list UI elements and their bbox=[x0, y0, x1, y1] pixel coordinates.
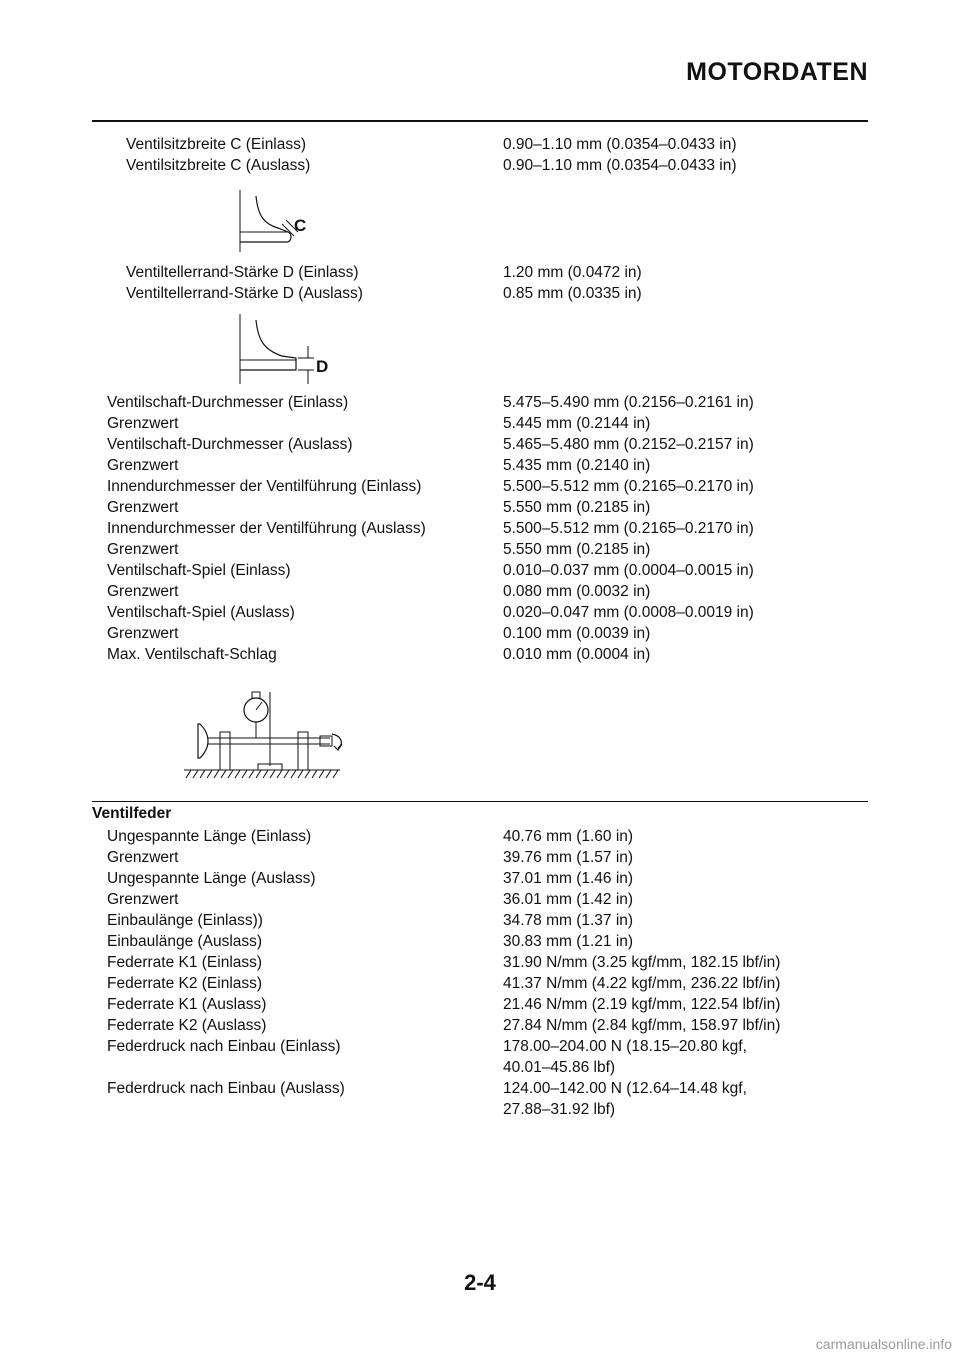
spec-value: 124.00–142.00 N (12.64–14.48 kgf, bbox=[503, 1080, 747, 1097]
spec-value: 0.85 mm (0.0335 in) bbox=[503, 285, 642, 302]
section-divider bbox=[92, 801, 868, 802]
spec-label: Einbaulänge (Auslass) bbox=[107, 933, 263, 950]
spec-value: 0.020–0.047 mm (0.0008–0.0019 in) bbox=[503, 604, 754, 621]
spec-label: Ungespannte Länge (Einlass) bbox=[107, 828, 312, 845]
spec-value: 178.00–204.00 N (18.15–20.80 kgf, bbox=[503, 1038, 747, 1055]
spec-value: 0.90–1.10 mm (0.0354–0.0433 in) bbox=[503, 157, 737, 174]
spec-label: Ventilschaft-Durchmesser (Auslass) bbox=[107, 436, 353, 453]
spec-label: Ventiltellerrand-Stärke D (Auslass) bbox=[126, 285, 363, 302]
spec-value: 5.500–5.512 mm (0.2165–0.2170 in) bbox=[503, 520, 754, 537]
page-title: MOTORDATEN bbox=[686, 58, 868, 86]
figure-label-c: C bbox=[294, 216, 307, 235]
spec-value: 0.100 mm (0.0039 in) bbox=[503, 625, 651, 642]
spec-label: Ventilschaft-Spiel (Einlass) bbox=[107, 562, 291, 579]
spec-label: Federrate K2 (Einlass) bbox=[107, 975, 263, 992]
spec-label: Ungespannte Länge (Auslass) bbox=[107, 870, 316, 887]
spec-label: Federrate K1 (Auslass) bbox=[107, 996, 267, 1013]
spec-label: Grenzwert bbox=[107, 415, 179, 432]
spec-label: Ventilschaft-Durchmesser (Einlass) bbox=[107, 394, 349, 411]
spec-value: 36.01 mm (1.42 in) bbox=[503, 891, 634, 908]
figure-label-d: D bbox=[316, 357, 329, 376]
watermark: carmanualsonline.info bbox=[815, 1336, 952, 1352]
spec-label: Grenzwert bbox=[107, 849, 179, 866]
spec-value: 40.76 mm (1.60 in) bbox=[503, 828, 634, 845]
valve-stem-runout-figure bbox=[180, 684, 360, 789]
spec-label: Ventilsitzbreite C (Einlass) bbox=[126, 136, 307, 153]
header-rule bbox=[92, 120, 868, 122]
spec-label: Federdruck nach Einbau (Einlass) bbox=[107, 1038, 341, 1055]
valve-seat-width-figure bbox=[232, 186, 322, 261]
spec-label: Einbaulänge (Einlass)) bbox=[107, 912, 263, 929]
spec-value: 5.445 mm (0.2144 in) bbox=[503, 415, 651, 432]
spec-label: Grenzwert bbox=[107, 541, 179, 558]
spec-label: Grenzwert bbox=[107, 583, 179, 600]
spec-label: Ventilschaft-Spiel (Auslass) bbox=[107, 604, 295, 621]
spec-value: 0.010–0.037 mm (0.0004–0.0015 in) bbox=[503, 562, 754, 579]
spec-value: 0.010 mm (0.0004 in) bbox=[503, 646, 651, 663]
spec-value-continued: 27.88–31.92 lbf) bbox=[503, 1101, 616, 1118]
spec-value: 1.20 mm (0.0472 in) bbox=[503, 264, 642, 281]
spec-label: Grenzwert bbox=[107, 891, 179, 908]
section-heading: Ventilfeder bbox=[92, 805, 172, 822]
spec-label: Federdruck nach Einbau (Auslass) bbox=[107, 1080, 345, 1097]
valve-margin-thickness-figure bbox=[232, 312, 332, 393]
spec-value: 27.84 N/mm (2.84 kgf/mm, 158.97 lbf/in) bbox=[503, 1017, 781, 1034]
spec-value-continued: 40.01–45.86 lbf) bbox=[503, 1059, 616, 1076]
spec-value: 0.90–1.10 mm (0.0354–0.0433 in) bbox=[503, 136, 737, 153]
spec-value: 31.90 N/mm (3.25 kgf/mm, 182.15 lbf/in) bbox=[503, 954, 781, 971]
page-number: 2-4 bbox=[464, 1270, 496, 1295]
spec-label: Grenzwert bbox=[107, 499, 179, 516]
spec-label: Federrate K1 (Einlass) bbox=[107, 954, 263, 971]
spec-label: Innendurchmesser der Ventilführung (Auslass) bbox=[107, 520, 426, 537]
spec-value: 0.080 mm (0.0032 in) bbox=[503, 583, 651, 600]
spec-label: Grenzwert bbox=[107, 457, 179, 474]
spec-value: 34.78 mm (1.37 in) bbox=[503, 912, 634, 929]
spec-label: Federrate K2 (Auslass) bbox=[107, 1017, 267, 1034]
spec-value: 5.475–5.490 mm (0.2156–0.2161 in) bbox=[503, 394, 754, 411]
spec-label: Ventilsitzbreite C (Auslass) bbox=[126, 157, 311, 174]
spec-value: 5.550 mm (0.2185 in) bbox=[503, 541, 651, 558]
spec-value: 41.37 N/mm (4.22 kgf/mm, 236.22 lbf/in) bbox=[503, 975, 781, 992]
spec-value: 39.76 mm (1.57 in) bbox=[503, 849, 634, 866]
spec-value: 5.500–5.512 mm (0.2165–0.2170 in) bbox=[503, 478, 754, 495]
spec-value: 5.465–5.480 mm (0.2152–0.2157 in) bbox=[503, 436, 754, 453]
spec-label: Max. Ventilschaft-Schlag bbox=[107, 646, 277, 663]
spec-value: 30.83 mm (1.21 in) bbox=[503, 933, 634, 950]
spec-value: 37.01 mm (1.46 in) bbox=[503, 870, 634, 887]
spec-value: 21.46 N/mm (2.19 kgf/mm, 122.54 lbf/in) bbox=[503, 996, 781, 1013]
spec-value: 5.435 mm (0.2140 in) bbox=[503, 457, 651, 474]
spec-value: 5.550 mm (0.2185 in) bbox=[503, 499, 651, 516]
spec-label: Ventiltellerrand-Stärke D (Einlass) bbox=[126, 264, 359, 281]
spec-label: Innendurchmesser der Ventilführung (Einlass) bbox=[107, 478, 422, 495]
spec-label: Grenzwert bbox=[107, 625, 179, 642]
